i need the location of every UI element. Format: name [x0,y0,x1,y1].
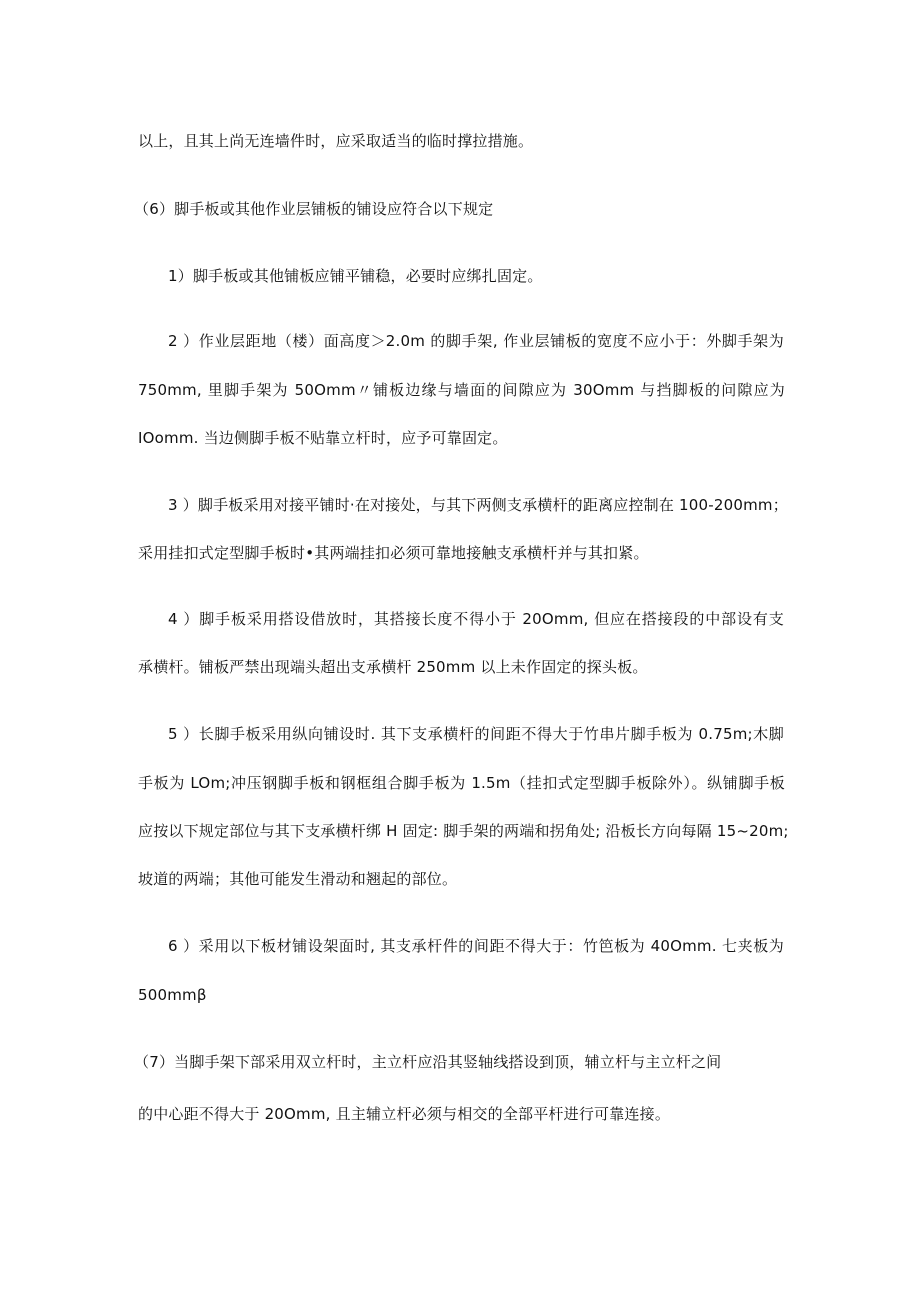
item-4-line-2: 承横杆。铺板严禁出现端头超出支承横杆 250mm 以上未作固定的探头板。 [138,658,648,676]
item-4-line-1: 4 ）脚手板采用搭设借放时，其搭接长度不得小于 20Omm, 但应在搭接段的中部设有支 [168,610,784,628]
section-7-line-2: 的中心距不得大于 20Omm, 且主辅立杆必须与相交的全部平杆进行可靠连接。 [138,1105,671,1123]
section-heading-6: （6）脚手板或其他作业层铺板的铺设应符合以下规定 [134,200,494,218]
text-line-continuation: 以上，且其上尚无连墙件时，应采取适当的临时撑拉措施。 [138,132,534,150]
section-7-line-1: （7）当脚手架下部采用双立杆时，主立杆应沿其竖轴线搭设到顶，辅立杆与主立杆之间 [134,1053,722,1071]
item-5-line-2: 手板为 LOm;冲压钢脚手板和钢框组合脚手板为 1.5m（挂扣式定型脚手板除外）。纵铺脚手板 [138,774,785,792]
item-6-line-2: 500mmβ [138,986,207,1004]
item-2-line-2: 750mm, 里脚手架为 50Omm〃铺板边缘与墙面的间隙应为 30Omm 与挡脚板的问隙应为 [138,381,785,399]
item-5-line-3: 应按以下规定部位与其下支承横杆绑 H 固定: 脚手架的两端和拐角处; 沿板长方向每隔 15~20m; [138,822,789,840]
item-2-line-3: IOomm. 当边侧脚手板不贴靠立杆时，应予可靠固定。 [138,429,508,447]
item-5-line-1: 5 ）长脚手板采用纵向铺设时. 其下支承横杆的间距不得大于竹串片脚手板为 0.75m;木脚 [168,725,784,743]
item-2-line-1: 2 ）作业层距地（楼）面高度＞2.0m 的脚手架, 作业层铺板的宽度不应小于：外脚手架为 [168,332,784,350]
item-3-line-1: 3 ）脚手板采用对接平铺时·在对接处，与其下两侧支承横杆的距离应控制在 100-200mm； [168,496,788,514]
item-1: 1）脚手板或其他铺板应铺平铺稳，必要时应绑扎固定。 [168,267,543,285]
item-6-line-1: 6 ）采用以下板材铺设架面时, 其支承杆件的间距不得大于：竹笆板为 40Omm. 七夹板为 [168,937,784,955]
item-3-line-2: 采用挂扣式定型脚手板时•其两端挂扣必须可靠地接触支承横杆并与其扣紧。 [138,544,649,562]
item-5-line-4: 坡道的两端；其他可能发生滑动和翘起的部位。 [138,870,458,888]
